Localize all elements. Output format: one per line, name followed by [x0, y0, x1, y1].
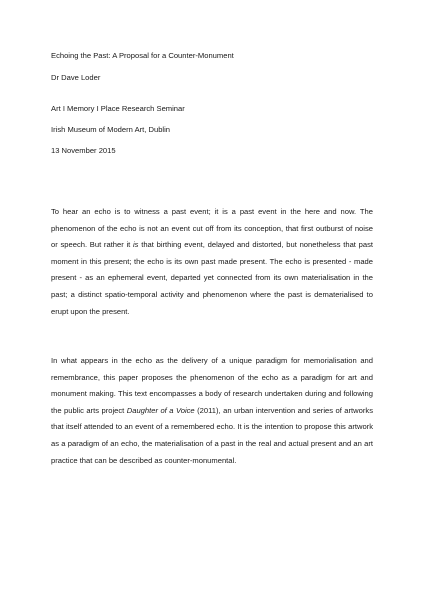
body-paragraph-1 [51, 204, 373, 320]
paragraph-2-text-b: (2011), an urban intervention and series of artworks that itself attended to an event of a remembered echo. It is the intention to propose this artwork as a paradigm of an echo, the materialisation of a past in the real and actual present and an art practice that can be described as counter-monumental. [51, 405, 373, 465]
document-title: Echoing the Past: A Proposal for a Counter-Monument [51, 51, 234, 60]
body-paragraph-2 [51, 353, 373, 469]
paragraph-1-emphasis: is [133, 240, 139, 250]
author-name: Dr Dave Loder [51, 73, 101, 82]
paragraph-2-text-a: In what appears in the echo as the delivery of a unique paradigm for memorialisation and remembrance, this paper proposes the phenomenon of the echo as a paradigm for art and monument making. This text encompasses a body of research undertaken during and following the public arts project [51, 356, 373, 415]
event-date: 13 November 2015 [51, 146, 116, 155]
event-name: Art I Memory I Place Research Seminar [51, 104, 185, 113]
project-title: Daughter of a Voice [126, 405, 195, 415]
paragraph-1-text-b: that birthing event, delayed and distorted, but nonetheless that past moment in this present; the echo is its own past made present. The echo is presented - made present - as an ephemeral event, departed yet connected from its own materialisation in the past; a distinct spatio-temporal activity and phenomenon where the past is dematerialised to erupt upon the present. [51, 240, 373, 316]
venue-name: Irish Museum of Modern Art, Dublin [51, 125, 171, 134]
paragraph-1-text-a: To hear an echo is to witness a past event; it is a past event in the here and now. The phenomenon of the echo is not an event cut off from its conception, that first outburst of noise or speech. But rather it [51, 207, 373, 250]
